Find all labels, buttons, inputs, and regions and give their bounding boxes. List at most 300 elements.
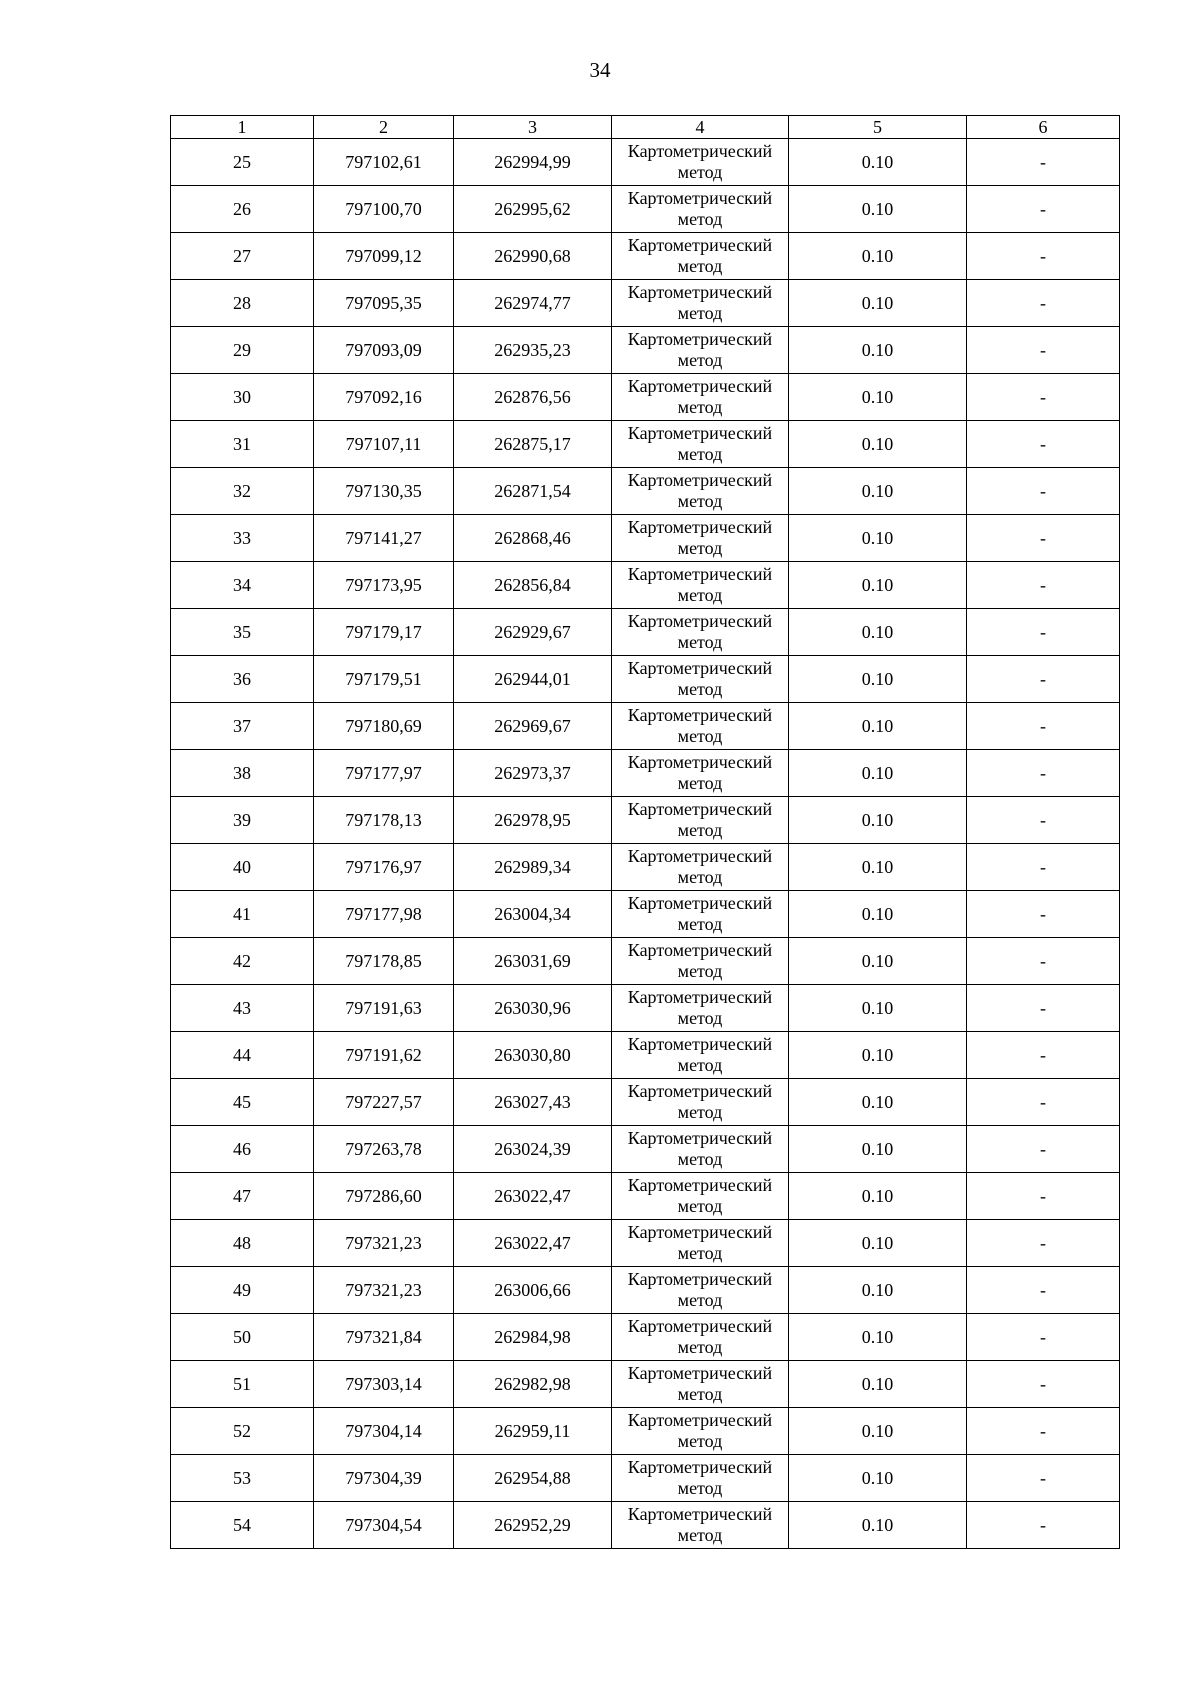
table-cell [612, 844, 789, 891]
cell-value: 39 [233, 810, 251, 830]
table-cell [314, 1314, 454, 1361]
table-cell [612, 515, 789, 562]
table-cell [967, 468, 1120, 515]
method-label: Картометрический метод [627, 1128, 773, 1169]
table-cell [171, 1267, 314, 1314]
cell-value: 0.10 [861, 199, 894, 219]
table-cell [789, 327, 967, 374]
table-cell [454, 1502, 612, 1549]
table-cell [612, 562, 789, 609]
table-cell [454, 1455, 612, 1502]
table-cell [171, 938, 314, 985]
cell-value: 38 [233, 763, 251, 783]
cell-value: 262876,56 [494, 387, 571, 407]
cell-value: 25 [233, 152, 251, 172]
cell-value: 49 [233, 1280, 251, 1300]
cell-value: 262871,54 [494, 481, 571, 501]
table-cell [314, 609, 454, 656]
cell-value: - [1040, 1139, 1046, 1159]
cell-value: - [1040, 669, 1046, 689]
method-label: Картометрический метод [627, 987, 773, 1028]
cell-value: 262989,34 [494, 857, 571, 877]
table-cell [314, 562, 454, 609]
table-cell [612, 1220, 789, 1267]
cell-value: 797304,39 [345, 1468, 422, 1488]
table-cell [967, 186, 1120, 233]
table-cell [171, 750, 314, 797]
table-cell [967, 1455, 1120, 1502]
cell-value: - [1040, 1421, 1046, 1441]
table-cell [454, 609, 612, 656]
table-cell [454, 374, 612, 421]
table-cell [314, 750, 454, 797]
table-cell [314, 1408, 454, 1455]
table-cell [314, 1220, 454, 1267]
table-cell [454, 1314, 612, 1361]
cell-value: 262974,77 [494, 293, 571, 313]
table-cell [789, 374, 967, 421]
table-cell [314, 1032, 454, 1079]
method-label: Картометрический метод [627, 423, 773, 464]
cell-value: 0.10 [861, 246, 894, 266]
table-cell [171, 280, 314, 327]
cell-value: 50 [233, 1327, 251, 1347]
table-cell [314, 421, 454, 468]
method-label: Картометрический метод [627, 1269, 773, 1310]
cell-value: - [1040, 434, 1046, 454]
cell-value: 54 [233, 1515, 251, 1535]
table-cell [789, 609, 967, 656]
table-cell [612, 703, 789, 750]
table-cell [454, 186, 612, 233]
table-row [171, 280, 1120, 327]
table-row [171, 1455, 1120, 1502]
cell-value: 797176,97 [345, 857, 422, 877]
table-cell [171, 233, 314, 280]
table-row [171, 1408, 1120, 1455]
table-cell [789, 1408, 967, 1455]
method-label: Картометрический метод [627, 1316, 773, 1357]
method-label: Картометрический метод [627, 1457, 773, 1498]
table-cell [967, 1220, 1120, 1267]
cell-value: 0.10 [861, 857, 894, 877]
cell-value: 262935,23 [494, 340, 571, 360]
table-cell [612, 656, 789, 703]
cell-value: 797179,17 [345, 622, 422, 642]
table-cell [454, 280, 612, 327]
cell-value: 53 [233, 1468, 251, 1488]
cell-value: 262984,98 [494, 1327, 571, 1347]
table-row [171, 515, 1120, 562]
cell-value: 43 [233, 998, 251, 1018]
table-cell [612, 797, 789, 844]
table-cell [171, 1502, 314, 1549]
table-cell [454, 750, 612, 797]
cell-value: 44 [233, 1045, 251, 1065]
cell-value: 262990,68 [494, 246, 571, 266]
cell-value: 36 [233, 669, 251, 689]
table-cell [314, 515, 454, 562]
table-cell [612, 327, 789, 374]
cell-value: 797321,23 [345, 1233, 422, 1253]
table-row [171, 1173, 1120, 1220]
table-cell [314, 1455, 454, 1502]
method-label: Картометрический метод [627, 658, 773, 699]
table-cell [967, 421, 1120, 468]
table-cell [454, 1267, 612, 1314]
method-label: Картометрический метод [627, 1222, 773, 1263]
cell-value: 263004,34 [494, 904, 571, 924]
cell-value: 31 [233, 434, 251, 454]
table-cell [612, 1314, 789, 1361]
cell-value: 797304,54 [345, 1515, 422, 1535]
table-cell [454, 703, 612, 750]
table-cell [314, 186, 454, 233]
cell-value: 262952,29 [494, 1515, 571, 1535]
table-row [171, 562, 1120, 609]
cell-value: 40 [233, 857, 251, 877]
table-cell [314, 139, 454, 186]
cell-value: 263022,47 [494, 1186, 571, 1206]
cell-value: 46 [233, 1139, 251, 1159]
table-cell [967, 1361, 1120, 1408]
table-cell [454, 938, 612, 985]
cell-value: - [1040, 1280, 1046, 1300]
cell-value: 41 [233, 904, 251, 924]
table-cell [789, 421, 967, 468]
method-label: Картометрический метод [627, 564, 773, 605]
cell-value: 263006,66 [494, 1280, 571, 1300]
table-row [171, 374, 1120, 421]
table-cell [789, 1126, 967, 1173]
cell-value: 0.10 [861, 810, 894, 830]
column-header: 5 [789, 116, 967, 139]
method-label: Картометрический метод [627, 470, 773, 511]
table-cell [171, 374, 314, 421]
cell-value: 262973,37 [494, 763, 571, 783]
table-cell [789, 1455, 967, 1502]
table-cell [789, 186, 967, 233]
table-cell [314, 656, 454, 703]
table-cell [967, 515, 1120, 562]
table-cell [789, 703, 967, 750]
cell-value: 797179,51 [345, 669, 422, 689]
table-cell [454, 327, 612, 374]
cell-value: - [1040, 1374, 1046, 1394]
cell-value: 797173,95 [345, 575, 422, 595]
table-cell [171, 1126, 314, 1173]
table-cell [171, 1455, 314, 1502]
table-cell [171, 1220, 314, 1267]
cell-value: 797178,85 [345, 951, 422, 971]
table-row [171, 233, 1120, 280]
table-cell [314, 468, 454, 515]
column-header: 2 [314, 116, 454, 139]
table-cell [314, 844, 454, 891]
table-cell [967, 327, 1120, 374]
cell-value: - [1040, 904, 1046, 924]
cell-value: 263027,43 [494, 1092, 571, 1112]
table-cell [171, 139, 314, 186]
table-cell [967, 374, 1120, 421]
table-cell [612, 1173, 789, 1220]
table-cell [314, 1173, 454, 1220]
table-cell [612, 891, 789, 938]
table-cell [454, 515, 612, 562]
cell-value: 262982,98 [494, 1374, 571, 1394]
cell-value: 32 [233, 481, 251, 501]
cell-value: 262868,46 [494, 528, 571, 548]
table-cell [967, 750, 1120, 797]
cell-value: 797227,57 [345, 1092, 422, 1112]
cell-value: 29 [233, 340, 251, 360]
table-cell [789, 1173, 967, 1220]
cell-value: 0.10 [861, 1233, 894, 1253]
table-cell [314, 797, 454, 844]
cell-value: 0.10 [861, 1421, 894, 1441]
table-cell [612, 233, 789, 280]
cell-value: - [1040, 1468, 1046, 1488]
cell-value: 47 [233, 1186, 251, 1206]
cell-value: 263030,80 [494, 1045, 571, 1065]
table-cell [454, 891, 612, 938]
cell-value: 0.10 [861, 622, 894, 642]
cell-value: 797177,98 [345, 904, 422, 924]
table-cell [454, 1408, 612, 1455]
table-cell [967, 1408, 1120, 1455]
table-cell [314, 1502, 454, 1549]
cell-value: 34 [233, 575, 251, 595]
cell-value: 797286,60 [345, 1186, 422, 1206]
cell-value: - [1040, 1233, 1046, 1253]
cell-value: 51 [233, 1374, 251, 1394]
table-cell [967, 891, 1120, 938]
cell-value: 0.10 [861, 951, 894, 971]
cell-value: 28 [233, 293, 251, 313]
cell-value: - [1040, 763, 1046, 783]
cell-value: 0.10 [861, 1280, 894, 1300]
cell-value: - [1040, 246, 1046, 266]
table-cell [789, 1267, 967, 1314]
table-cell [789, 797, 967, 844]
cell-value: - [1040, 199, 1046, 219]
cell-value: 797177,97 [345, 763, 422, 783]
cell-value: 262978,95 [494, 810, 571, 830]
table-cell [789, 280, 967, 327]
table-cell [789, 1079, 967, 1126]
table-row [171, 656, 1120, 703]
table-cell [314, 938, 454, 985]
table-cell [454, 844, 612, 891]
table-cell [612, 280, 789, 327]
table-cell [612, 1502, 789, 1549]
cell-value: 0.10 [861, 528, 894, 548]
method-label: Картометрический метод [627, 1363, 773, 1404]
column-header: 4 [612, 116, 789, 139]
method-label: Картометрический метод [627, 1175, 773, 1216]
table-cell [967, 233, 1120, 280]
cell-value: 262959,11 [494, 1421, 571, 1441]
cell-value: 0.10 [861, 1045, 894, 1065]
method-label: Картометрический метод [627, 799, 773, 840]
cell-value: 37 [233, 716, 251, 736]
cell-value: 0.10 [861, 575, 894, 595]
table-cell [171, 656, 314, 703]
cell-value: - [1040, 810, 1046, 830]
cell-value: 797304,14 [345, 1421, 422, 1441]
cell-value: 797093,09 [345, 340, 422, 360]
cell-value: - [1040, 481, 1046, 501]
table-row [171, 703, 1120, 750]
cell-value: 52 [233, 1421, 251, 1441]
method-label: Картометрический метод [627, 1410, 773, 1451]
cell-value: - [1040, 387, 1046, 407]
table-cell [612, 139, 789, 186]
table-cell [171, 327, 314, 374]
table-cell [789, 656, 967, 703]
cell-value: 797141,27 [345, 528, 422, 548]
table-cell [171, 421, 314, 468]
table-cell [612, 1361, 789, 1408]
table-cell [314, 1361, 454, 1408]
cell-value: 0.10 [861, 904, 894, 924]
table-cell [314, 327, 454, 374]
table-cell [612, 1079, 789, 1126]
table-cell [612, 985, 789, 1032]
table-cell [454, 1220, 612, 1267]
cell-value: - [1040, 575, 1046, 595]
cell-value: - [1040, 622, 1046, 642]
table-cell [789, 750, 967, 797]
method-label: Картометрический метод [627, 376, 773, 417]
cell-value: - [1040, 528, 1046, 548]
table-cell [314, 703, 454, 750]
cell-value: 0.10 [861, 763, 894, 783]
method-label: Картометрический метод [627, 517, 773, 558]
cell-value: 797178,13 [345, 810, 422, 830]
table-cell [454, 1361, 612, 1408]
table-cell [171, 891, 314, 938]
table-cell [171, 1314, 314, 1361]
table-cell [314, 374, 454, 421]
method-label: Картометрический метод [627, 235, 773, 276]
table-cell [967, 609, 1120, 656]
coordinates-table [170, 115, 1120, 1549]
cell-value: 797191,62 [345, 1045, 422, 1065]
cell-value: 797095,35 [345, 293, 422, 313]
cell-value: 0.10 [861, 340, 894, 360]
cell-value: 262954,88 [494, 1468, 571, 1488]
table-cell [967, 703, 1120, 750]
cell-value: 0.10 [861, 387, 894, 407]
table-cell [612, 1408, 789, 1455]
cell-value: 0.10 [861, 481, 894, 501]
table-cell [314, 1126, 454, 1173]
table-row [171, 938, 1120, 985]
method-label: Картометрический метод [627, 1081, 773, 1122]
cell-value: 30 [233, 387, 251, 407]
table-cell [967, 1173, 1120, 1220]
cell-value: 42 [233, 951, 251, 971]
table-cell [967, 1032, 1120, 1079]
table-cell [171, 609, 314, 656]
table-cell [967, 985, 1120, 1032]
table-cell [612, 374, 789, 421]
method-label: Картометрический метод [627, 705, 773, 746]
column-header: 3 [454, 116, 612, 139]
table-row [171, 327, 1120, 374]
table-row [171, 985, 1120, 1032]
table-cell [967, 844, 1120, 891]
cell-value: 0.10 [861, 152, 894, 172]
table-row [171, 750, 1120, 797]
table-cell [612, 186, 789, 233]
table-cell [171, 1361, 314, 1408]
cell-value: 263022,47 [494, 1233, 571, 1253]
cell-value: 797180,69 [345, 716, 422, 736]
table-row [171, 1126, 1120, 1173]
method-label: Картометрический метод [627, 893, 773, 934]
cell-value: 262929,67 [494, 622, 571, 642]
table-cell [789, 468, 967, 515]
table-row [171, 1032, 1120, 1079]
table-cell [967, 139, 1120, 186]
method-label: Картометрический метод [627, 188, 773, 229]
cell-value: - [1040, 1327, 1046, 1347]
cell-value: 33 [233, 528, 251, 548]
table-cell [789, 844, 967, 891]
cell-value: 262944,01 [494, 669, 571, 689]
cell-value: 797191,63 [345, 998, 422, 1018]
table-cell [612, 1455, 789, 1502]
table-row [171, 421, 1120, 468]
table-cell [789, 515, 967, 562]
cell-value: 797100,70 [345, 199, 422, 219]
table-row [171, 609, 1120, 656]
table-cell [454, 1079, 612, 1126]
table-cell [612, 609, 789, 656]
method-label: Картометрический метод [627, 141, 773, 182]
table-cell [314, 1079, 454, 1126]
table-row [171, 186, 1120, 233]
table-cell [789, 1032, 967, 1079]
table-cell [789, 891, 967, 938]
table-cell [967, 1502, 1120, 1549]
table-cell [314, 280, 454, 327]
method-label: Картометрический метод [627, 940, 773, 981]
cell-value: 797321,84 [345, 1327, 422, 1347]
table-cell [171, 985, 314, 1032]
table-cell [171, 468, 314, 515]
cell-value: 0.10 [861, 1374, 894, 1394]
cell-value: - [1040, 152, 1046, 172]
table-cell [171, 515, 314, 562]
table-cell [967, 562, 1120, 609]
cell-value: 263024,39 [494, 1139, 571, 1159]
table-cell [789, 1502, 967, 1549]
table-cell [612, 468, 789, 515]
table-cell [454, 1126, 612, 1173]
cell-value: 797303,14 [345, 1374, 422, 1394]
table-cell [314, 1267, 454, 1314]
cell-value: 797092,16 [345, 387, 422, 407]
table-row [171, 139, 1120, 186]
cell-value: 797099,12 [345, 246, 422, 266]
method-label: Картометрический метод [627, 282, 773, 323]
method-label: Картометрический метод [627, 329, 773, 370]
table-cell [967, 1079, 1120, 1126]
table-cell [454, 656, 612, 703]
